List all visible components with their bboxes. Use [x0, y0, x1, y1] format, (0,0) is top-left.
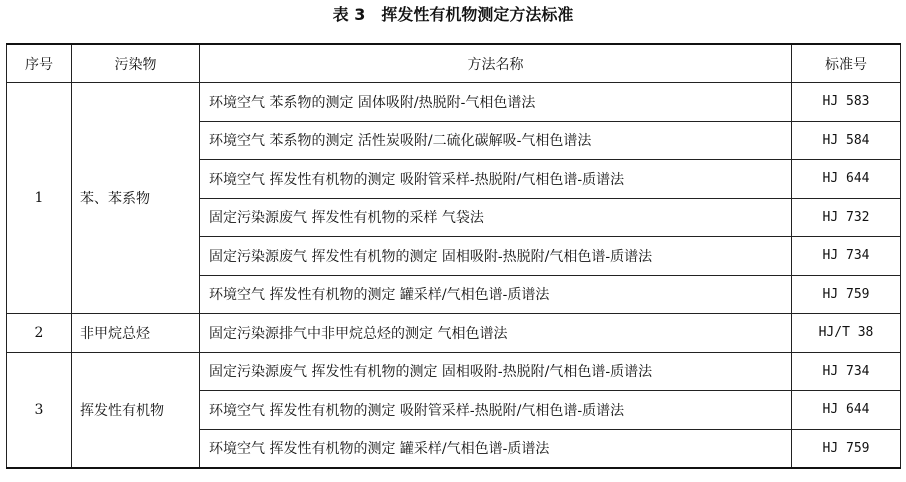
method-name: 固定污染源废气 挥发性有机物的测定 固相吸附-热脱附/气相色谱-质谱法	[200, 352, 792, 391]
method-name: 固定污染源废气 挥发性有机物的测定 固相吸附-热脱附/气相色谱-质谱法	[200, 237, 792, 276]
standard-number: HJ 644	[792, 391, 901, 430]
header-standard: 标准号	[792, 44, 901, 83]
table-row	[7, 83, 901, 122]
method-name: 环境空气 挥发性有机物的测定 罐采样/气相色谱-质谱法	[200, 275, 792, 314]
table-row	[7, 314, 901, 353]
table-title: 表 3 挥发性有机物测定方法标准	[332, 5, 574, 24]
method-name: 环境空气 挥发性有机物的测定 罐采样/气相色谱-质谱法	[200, 429, 792, 468]
method-name: 环境空气 挥发性有机物的测定 吸附管采样-热脱附/气相色谱-质谱法	[200, 391, 792, 430]
method-name: 环境空气 挥发性有机物的测定 吸附管采样-热脱附/气相色谱-质谱法	[200, 160, 792, 199]
row-number: 3	[7, 352, 72, 468]
standard-number: HJ 644	[792, 160, 901, 199]
method-name: 固定污染源废气 挥发性有机物的采样 气袋法	[200, 198, 792, 237]
standard-number: HJ 732	[792, 198, 901, 237]
standard-number: HJ 759	[792, 429, 901, 468]
standard-number: HJ/T 38	[792, 314, 901, 353]
method-name: 环境空气 苯系物的测定 固体吸附/热脱附-气相色谱法	[200, 83, 792, 122]
pollutant-name: 挥发性有机物	[72, 352, 200, 468]
standard-number: HJ 583	[792, 83, 901, 122]
standards-table	[6, 43, 901, 469]
standard-number: HJ 734	[792, 237, 901, 276]
row-number: 2	[7, 314, 72, 353]
row-number: 1	[7, 83, 72, 314]
pollutant-name: 苯、苯系物	[72, 83, 200, 314]
header-row	[7, 44, 901, 83]
table-row	[7, 352, 901, 391]
standard-number: HJ 759	[792, 275, 901, 314]
pollutant-name: 非甲烷总烃	[72, 314, 200, 353]
header-method: 方法名称	[200, 44, 792, 83]
header-no: 序号	[7, 44, 72, 83]
method-name: 环境空气 苯系物的测定 活性炭吸附/二硫化碳解吸-气相色谱法	[200, 121, 792, 160]
standard-number: HJ 734	[792, 352, 901, 391]
standard-number: HJ 584	[792, 121, 901, 160]
method-name: 固定污染源排气中非甲烷总烃的测定 气相色谱法	[200, 314, 792, 353]
header-pollutant: 污染物	[72, 44, 200, 83]
